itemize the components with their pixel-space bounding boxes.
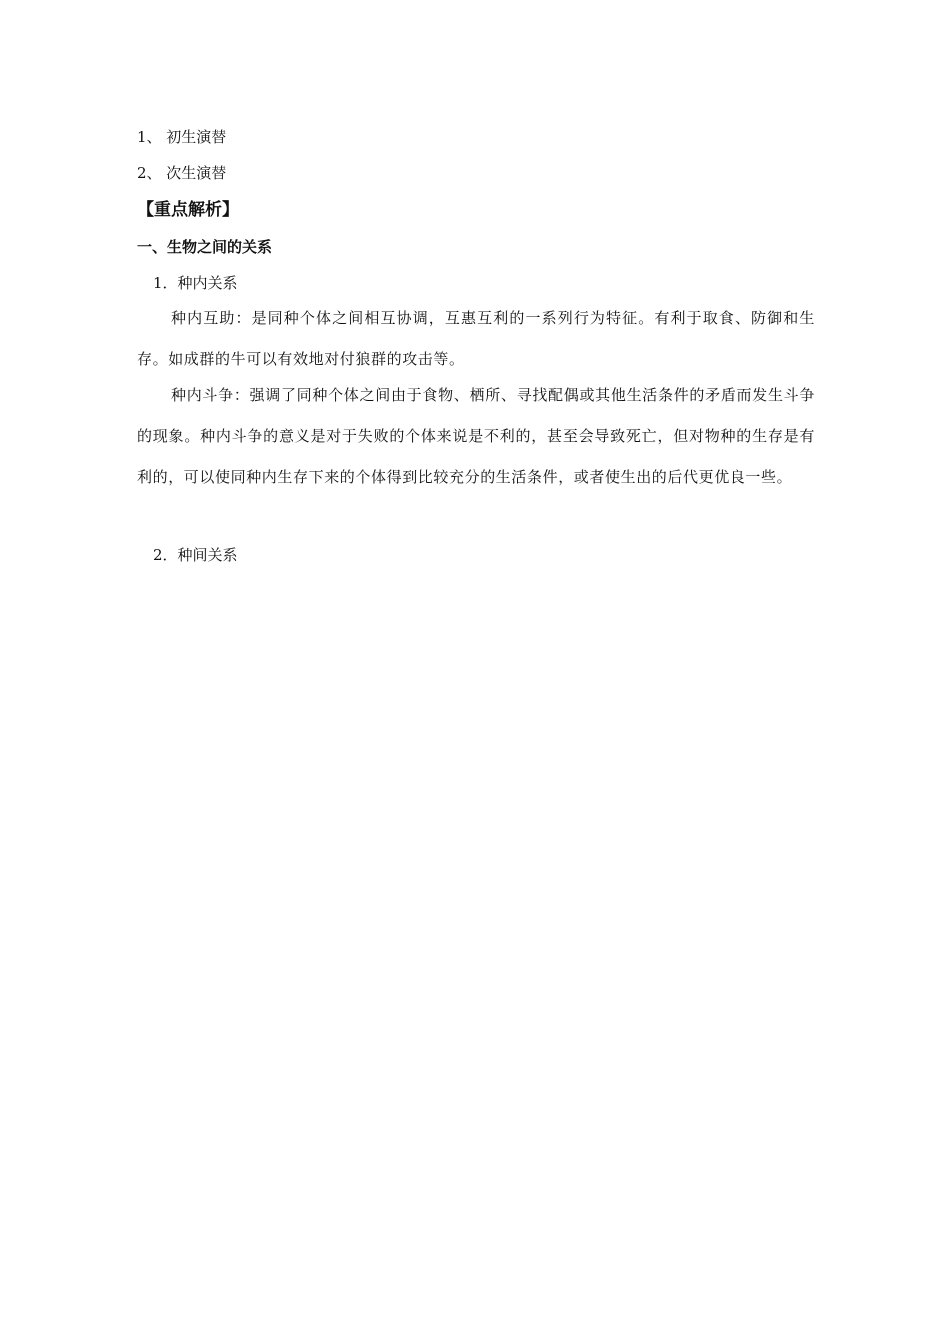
subsection-heading-relationships: 一、生物之间的关系 [137,238,273,256]
list-item-primary-succession: 1、 初生演替 [137,128,227,146]
paragraph-intraspecific-mutual-aid: 种内互助：是同种个体之间相互协调，互惠互利的一系列行为特征。有利于取食、防御和生存。如成群的牛可以有效地对付狼群的攻击等。 [137,309,815,368]
list-item-secondary-succession: 2、 次生演替 [137,164,227,182]
subsection-title-interspecific: 2．种间关系 [153,546,238,564]
subsection-title-intraspecific: 1．种内关系 [153,274,238,292]
section-heading-key-analysis: 【重点解析】 [137,200,239,220]
paragraph-intraspecific-struggle: 种内斗争：强调了同种个体之间由于食物、栖所、寻找配偶或其他生活条件的矛盾而发生斗争的现象。种内斗争的意义是对于失败的个体来说是不利的，甚至会导致死亡，但对物种的生存是有利的，可以使同种内生存下来的个体得到比较充分的生活条件，或者使生出的后代更优良一些。 [137,386,815,486]
